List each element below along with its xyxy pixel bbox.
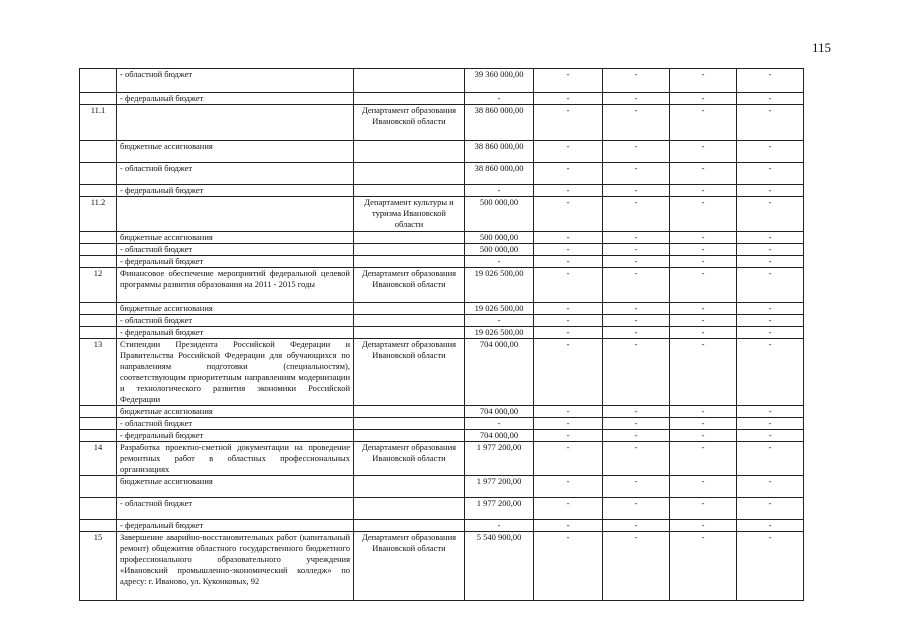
row-value-col5: - [534, 520, 603, 532]
row-number [80, 406, 117, 418]
row-department [354, 185, 465, 197]
row-value-col5: - [534, 197, 603, 232]
row-value-col7: - [670, 163, 737, 185]
table-row [80, 418, 804, 430]
row-value-col7: - [670, 532, 737, 601]
row-name: Завершение аварийно-восстановительных работ (капитальный ремонт) общежития областного государственного бюджетного профессионального образовательного учреждения «Ивановский промышленно-экономический колледж» по адресу: г. Иваново, ул. Куконковых, 92 [117, 532, 354, 601]
row-name: бюджетные ассигнования [117, 141, 354, 163]
row-name: - федеральный бюджет [117, 93, 354, 105]
row-name: - областной бюджет [117, 163, 354, 185]
row-value-col6: - [603, 406, 670, 418]
row-value-col5: - [534, 232, 603, 244]
row-value-col7: - [670, 105, 737, 141]
row-number [80, 69, 117, 93]
row-department [354, 256, 465, 268]
row-value-col6: - [603, 418, 670, 430]
table-row [80, 244, 804, 256]
row-amount: 1 977 200,00 [465, 498, 534, 520]
row-department [354, 69, 465, 93]
row-value-col6: - [603, 197, 670, 232]
row-value-col6: - [603, 442, 670, 476]
row-value-col8: - [737, 163, 804, 185]
row-value-col7: - [670, 498, 737, 520]
row-value-col7: - [670, 69, 737, 93]
row-value-col7: - [670, 232, 737, 244]
row-value-col6: - [603, 430, 670, 442]
row-amount: 704 000,00 [465, 339, 534, 406]
row-number: 15 [80, 532, 117, 601]
row-amount: - [465, 418, 534, 430]
row-number: 12 [80, 268, 117, 303]
row-value-col8: - [737, 327, 804, 339]
row-value-col7: - [670, 327, 737, 339]
row-department [354, 406, 465, 418]
row-value-col6: - [603, 256, 670, 268]
row-value-col6: - [603, 498, 670, 520]
row-value-col7: - [670, 406, 737, 418]
row-amount: - [465, 185, 534, 197]
row-amount: - [465, 315, 534, 327]
table-row [80, 442, 804, 476]
row-value-col8: - [737, 244, 804, 256]
row-value-col8: - [737, 430, 804, 442]
row-number [80, 476, 117, 498]
row-value-col5: - [534, 69, 603, 93]
row-amount: - [465, 256, 534, 268]
row-value-col5: - [534, 430, 603, 442]
row-name: Разработка проектно-сметной документации на проведение ремонтных работ в областных профессиональных организациях [117, 442, 354, 476]
row-value-col6: - [603, 339, 670, 406]
row-number [80, 498, 117, 520]
row-number: 13 [80, 339, 117, 406]
row-value-col6: - [603, 232, 670, 244]
row-value-col8: - [737, 442, 804, 476]
row-department [354, 93, 465, 105]
row-value-col5: - [534, 406, 603, 418]
table-row [80, 520, 804, 532]
row-value-col8: - [737, 185, 804, 197]
row-department [354, 244, 465, 256]
row-amount: 704 000,00 [465, 430, 534, 442]
row-value-col5: - [534, 476, 603, 498]
row-name: - областной бюджет [117, 244, 354, 256]
row-value-col5: - [534, 532, 603, 601]
row-value-col5: - [534, 339, 603, 406]
row-value-col7: - [670, 197, 737, 232]
row-number [80, 327, 117, 339]
row-number [80, 244, 117, 256]
row-value-col8: - [737, 232, 804, 244]
row-department [354, 232, 465, 244]
table-row [80, 197, 804, 232]
row-value-col7: - [670, 93, 737, 105]
row-value-col6: - [603, 303, 670, 315]
row-value-col6: - [603, 105, 670, 141]
row-value-col5: - [534, 442, 603, 476]
row-department: Департамент образования Ивановской области [354, 532, 465, 601]
row-name: - федеральный бюджет [117, 256, 354, 268]
row-value-col8: - [737, 268, 804, 303]
row-department: Департамент образования Ивановской области [354, 268, 465, 303]
row-name: бюджетные ассигнования [117, 476, 354, 498]
row-value-col7: - [670, 520, 737, 532]
row-name: - федеральный бюджет [117, 185, 354, 197]
row-amount: 1 977 200,00 [465, 476, 534, 498]
row-value-col8: - [737, 498, 804, 520]
row-value-col7: - [670, 339, 737, 406]
row-amount: 500 000,00 [465, 232, 534, 244]
row-number [80, 256, 117, 268]
row-value-col6: - [603, 141, 670, 163]
row-value-col7: - [670, 476, 737, 498]
row-value-col8: - [737, 315, 804, 327]
row-department [354, 303, 465, 315]
row-department [354, 476, 465, 498]
table-row [80, 163, 804, 185]
row-department [354, 498, 465, 520]
row-number [80, 315, 117, 327]
row-value-col7: - [670, 244, 737, 256]
table-row [80, 69, 804, 93]
table-row [80, 430, 804, 442]
row-value-col7: - [670, 141, 737, 163]
row-value-col8: - [737, 418, 804, 430]
row-number [80, 232, 117, 244]
row-value-col8: - [737, 69, 804, 93]
row-value-col8: - [737, 105, 804, 141]
row-amount: 39 360 000,00 [465, 69, 534, 93]
table-row [80, 232, 804, 244]
row-amount: 38 860 000,00 [465, 163, 534, 185]
page-number: 115 [812, 40, 832, 55]
row-amount: 19 026 500,00 [465, 303, 534, 315]
row-department [354, 520, 465, 532]
row-value-col8: - [737, 141, 804, 163]
row-amount: 19 026 500,00 [465, 268, 534, 303]
row-department [354, 327, 465, 339]
row-name: Финансовое обеспечение мероприятий федеральной целевой программы развития образования на 2011 - 2015 годы [117, 268, 354, 303]
row-value-col8: - [737, 93, 804, 105]
row-value-col7: - [670, 430, 737, 442]
table-row [80, 185, 804, 197]
row-value-col5: - [534, 303, 603, 315]
row-value-col6: - [603, 476, 670, 498]
row-name: - областной бюджет [117, 315, 354, 327]
row-value-col6: - [603, 532, 670, 601]
row-name: бюджетные ассигнования [117, 406, 354, 418]
row-value-col5: - [534, 185, 603, 197]
row-value-col5: - [534, 498, 603, 520]
row-number [80, 303, 117, 315]
table-body [80, 69, 804, 601]
row-name: - федеральный бюджет [117, 327, 354, 339]
row-value-col6: - [603, 244, 670, 256]
row-department: Департамент образования Ивановской области [354, 105, 465, 141]
row-value-col5: - [534, 93, 603, 105]
row-amount: 500 000,00 [465, 197, 534, 232]
row-amount: 500 000,00 [465, 244, 534, 256]
row-number [80, 163, 117, 185]
row-value-col5: - [534, 141, 603, 163]
row-value-col5: - [534, 256, 603, 268]
table-row [80, 476, 804, 498]
row-value-col5: - [534, 327, 603, 339]
row-value-col6: - [603, 163, 670, 185]
row-value-col5: - [534, 315, 603, 327]
row-number: 14 [80, 442, 117, 476]
row-value-col8: - [737, 532, 804, 601]
table-row [80, 315, 804, 327]
row-value-col7: - [670, 315, 737, 327]
row-name: Стипендии Президента Российской Федерации и Правительства Российской Федерации для обучающихся по направлениям подготовки (специальностям), соответствующим приоритетным направлениям модернизации и технологического развития экономики Российской Федерации [117, 339, 354, 406]
row-value-col6: - [603, 93, 670, 105]
row-name: - федеральный бюджет [117, 520, 354, 532]
row-amount: - [465, 520, 534, 532]
row-value-col7: - [670, 418, 737, 430]
row-amount: 704 000,00 [465, 406, 534, 418]
row-amount: 38 860 000,00 [465, 141, 534, 163]
row-value-col5: - [534, 418, 603, 430]
row-value-col6: - [603, 327, 670, 339]
row-number [80, 185, 117, 197]
row-value-col7: - [670, 303, 737, 315]
row-value-col5: - [534, 244, 603, 256]
row-value-col5: - [534, 163, 603, 185]
table-row [80, 93, 804, 105]
row-number [80, 418, 117, 430]
row-amount: 19 026 500,00 [465, 327, 534, 339]
table-row [80, 256, 804, 268]
row-number: 11.1 [80, 105, 117, 141]
row-value-col6: - [603, 185, 670, 197]
row-name [117, 197, 354, 232]
row-number: 11.2 [80, 197, 117, 232]
table-row [80, 327, 804, 339]
row-department [354, 430, 465, 442]
row-value-col7: - [670, 256, 737, 268]
row-name: бюджетные ассигнования [117, 232, 354, 244]
row-name: бюджетные ассигнования [117, 303, 354, 315]
table-row [80, 532, 804, 601]
table-row [80, 303, 804, 315]
table-row [80, 339, 804, 406]
row-department: Департамент образования Ивановской области [354, 339, 465, 406]
row-department [354, 141, 465, 163]
row-number [80, 141, 117, 163]
row-number [80, 430, 117, 442]
row-value-col7: - [670, 268, 737, 303]
row-department [354, 418, 465, 430]
row-value-col8: - [737, 520, 804, 532]
budget-table [79, 68, 804, 601]
row-value-col6: - [603, 69, 670, 93]
row-value-col8: - [737, 256, 804, 268]
row-value-col6: - [603, 315, 670, 327]
row-amount: 5 540 900,00 [465, 532, 534, 601]
row-value-col8: - [737, 476, 804, 498]
row-name: - федеральный бюджет [117, 430, 354, 442]
row-value-col6: - [603, 268, 670, 303]
table-row [80, 406, 804, 418]
row-value-col6: - [603, 520, 670, 532]
row-name: - областной бюджет [117, 69, 354, 93]
row-value-col8: - [737, 197, 804, 232]
row-department [354, 315, 465, 327]
row-amount: 1 977 200,00 [465, 442, 534, 476]
row-value-col5: - [534, 105, 603, 141]
row-number [80, 93, 117, 105]
row-number [80, 520, 117, 532]
row-value-col5: - [534, 268, 603, 303]
table-row [80, 141, 804, 163]
row-department: Департамент образования Ивановской области [354, 442, 465, 476]
row-name: - областной бюджет [117, 418, 354, 430]
table-row [80, 105, 804, 141]
row-value-col7: - [670, 185, 737, 197]
row-value-col7: - [670, 442, 737, 476]
row-amount: - [465, 93, 534, 105]
row-department [354, 163, 465, 185]
row-department: Департамент культуры и туризма Ивановской области [354, 197, 465, 232]
table-row [80, 268, 804, 303]
table-row [80, 498, 804, 520]
row-value-col8: - [737, 303, 804, 315]
row-name: - областной бюджет [117, 498, 354, 520]
row-value-col8: - [737, 339, 804, 406]
row-value-col8: - [737, 406, 804, 418]
row-name [117, 105, 354, 141]
row-amount: 38 860 000,00 [465, 105, 534, 141]
